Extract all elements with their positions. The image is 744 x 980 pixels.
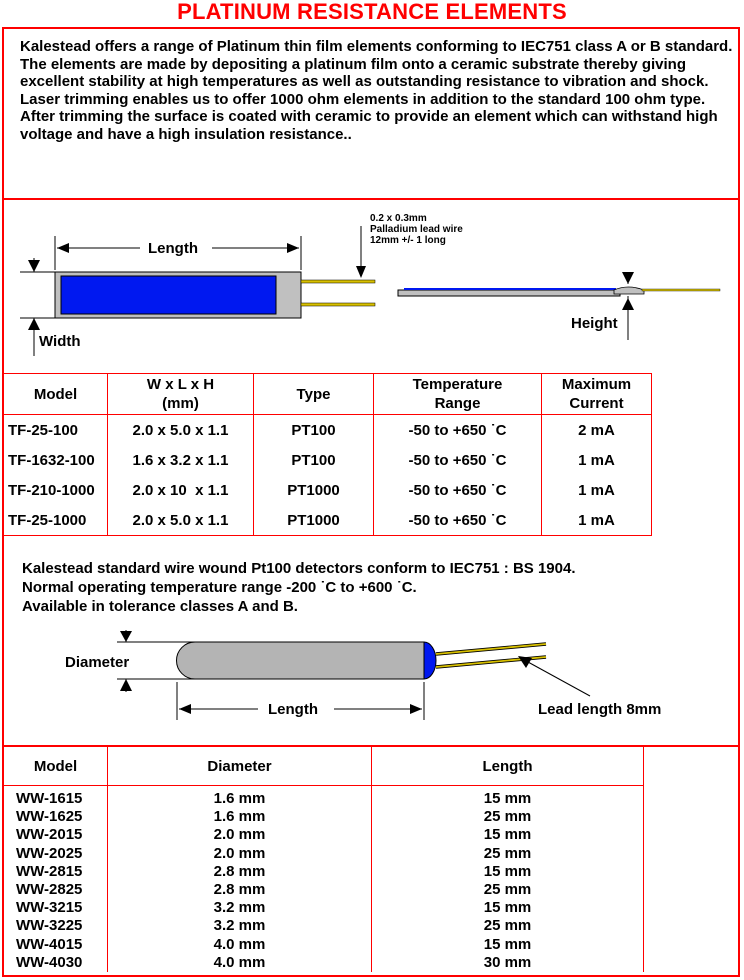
height-label: Height: [571, 315, 618, 332]
cell-length: 25 mm: [372, 881, 644, 899]
cell-type: PT100: [254, 445, 374, 475]
width-label: Width: [39, 333, 81, 350]
cell-length: 15 mm: [372, 899, 644, 917]
cell-temperature: -50 to +650 ˙C: [374, 415, 542, 446]
cell-diameter: 2.8 mm: [108, 863, 372, 881]
cell-temperature: -50 to +650 ˙C: [374, 475, 542, 505]
table-row: [4, 954, 644, 972]
thin-film-table: [3, 373, 652, 536]
cell-model: TF-25-1000: [4, 505, 108, 536]
col-header-model: Model: [4, 747, 108, 786]
wire-note: [370, 213, 463, 246]
table-header-row: [4, 747, 644, 786]
wire-note-line: 0.2 x 0.3mm: [370, 213, 427, 224]
table-header-row: [4, 374, 652, 415]
cell-dimensions: 2.0 x 5.0 x 1.1: [108, 505, 254, 536]
col-header-temperature: Temperature Range: [374, 374, 542, 415]
wirewound-line: Kalestead standard wire wound Pt100 detectors conform to IEC751 : BS 1904.: [22, 560, 576, 577]
col-header-length: Length: [372, 747, 644, 786]
table-row: [4, 445, 652, 475]
intro-paragraph: Kalestead offers a range of Platinum thin film elements conforming to IEC751 class A or B standard.: [20, 38, 733, 55]
table-row: [4, 863, 644, 881]
wirewound-line: Available in tolerance classes A and B.: [22, 598, 298, 615]
cell-temperature: -50 to +650 ˙C: [374, 445, 542, 475]
cell-diameter: 4.0 mm: [108, 954, 372, 972]
cell-dimensions: 2.0 x 10 x 1.1: [108, 475, 254, 505]
cell-length: 15 mm: [372, 826, 644, 844]
cell-diameter: 4.0 mm: [108, 936, 372, 954]
cell-type: PT100: [254, 415, 374, 446]
side-view-lead: [642, 289, 720, 291]
wire-note-line: Palladium lead wire: [370, 224, 463, 235]
detector-body: [177, 642, 425, 679]
cell-model: WW-2825: [4, 881, 108, 899]
table-row: [4, 899, 644, 917]
table-row: [4, 881, 644, 899]
col-header-dimensions: W x L x H (mm): [108, 374, 254, 415]
side-view-substrate: [398, 290, 620, 296]
table-row: [4, 505, 652, 536]
cell-model: WW-1625: [4, 808, 108, 826]
cell-dimensions: 1.6 x 3.2 x 1.1: [108, 445, 254, 475]
wirewound-text: [22, 559, 576, 616]
cell-diameter: 2.0 mm: [108, 845, 372, 863]
table-row: [4, 826, 644, 844]
cell-current: 2 mA: [542, 415, 652, 446]
cell-model: WW-4030: [4, 954, 108, 972]
table-row: [4, 917, 644, 935]
cell-model: TF-1632-100: [4, 445, 108, 475]
wirewound-length-label: Length: [268, 701, 318, 718]
detector-tip: [424, 642, 436, 679]
cell-diameter: 1.6 mm: [108, 808, 372, 826]
wirewound-table: [3, 746, 644, 972]
intro-paragraph: After trimming the surface is coated with ceramic to provide an element which can withstand high voltage and have a high insulation resistance..: [20, 108, 718, 143]
cell-length: 30 mm: [372, 954, 644, 972]
cell-length: 25 mm: [372, 917, 644, 935]
cell-diameter: 2.8 mm: [108, 881, 372, 899]
lead-wire: [301, 303, 375, 306]
cell-type: PT1000: [254, 505, 374, 536]
wirewound-line: Normal operating temperature range -200 ˙C to +600 ˙C.: [22, 579, 417, 596]
cell-length: 25 mm: [372, 845, 644, 863]
cell-diameter: 3.2 mm: [108, 899, 372, 917]
cell-length: 15 mm: [372, 863, 644, 881]
cell-model: WW-1615: [4, 786, 108, 809]
cell-diameter: 1.6 mm: [108, 786, 372, 809]
col-header-diameter: Diameter: [108, 747, 372, 786]
length-label: Length: [148, 240, 198, 257]
cell-model: WW-4015: [4, 936, 108, 954]
cell-current: 1 mA: [542, 475, 652, 505]
col-header-type: Type: [254, 374, 374, 415]
cell-model: WW-2025: [4, 845, 108, 863]
table-row: [4, 845, 644, 863]
table-row: [4, 936, 644, 954]
cell-model: TF-210-1000: [4, 475, 108, 505]
cell-type: PT1000: [254, 475, 374, 505]
cell-length: 15 mm: [372, 786, 644, 809]
cell-diameter: 3.2 mm: [108, 917, 372, 935]
cell-diameter: 2.0 mm: [108, 826, 372, 844]
cell-length: 25 mm: [372, 808, 644, 826]
diameter-label: Diameter: [65, 654, 130, 671]
cell-temperature: -50 to +650 ˙C: [374, 505, 542, 536]
table-row: [4, 415, 652, 446]
cell-length: 15 mm: [372, 936, 644, 954]
table-row: [4, 786, 644, 809]
cell-current: 1 mA: [542, 505, 652, 536]
cell-current: 1 mA: [542, 445, 652, 475]
lead-wire: [301, 280, 375, 283]
cell-model: WW-2815: [4, 863, 108, 881]
col-header-model: Model: [4, 374, 108, 415]
wire-note-line: 12mm +/- 1 long: [370, 235, 446, 246]
cell-dimensions: 2.0 x 5.0 x 1.1: [108, 415, 254, 446]
lead-length-label: Lead length 8mm: [538, 701, 662, 718]
platinum-film: [61, 276, 276, 314]
cell-model: WW-3215: [4, 899, 108, 917]
intro-paragraph: The elements are made by depositing a platinum film onto a ceramic substrate thereby giving excellent stability at high temperatures as well as outstanding resistance to vibration and shock. Laser trimming enables us to offer 1000 ohm elements in addition to the standard 100 ohm type.: [20, 55, 709, 108]
col-header-current: Maximum Current: [542, 374, 652, 415]
cell-model: TF-25-100: [4, 415, 108, 446]
page-title: PLATINUM RESISTANCE ELEMENTS: [177, 0, 567, 24]
table-row: [4, 808, 644, 826]
cell-model: WW-3225: [4, 917, 108, 935]
table-row: [4, 475, 652, 505]
intro-text: [20, 38, 735, 144]
cell-model: WW-2015: [4, 826, 108, 844]
